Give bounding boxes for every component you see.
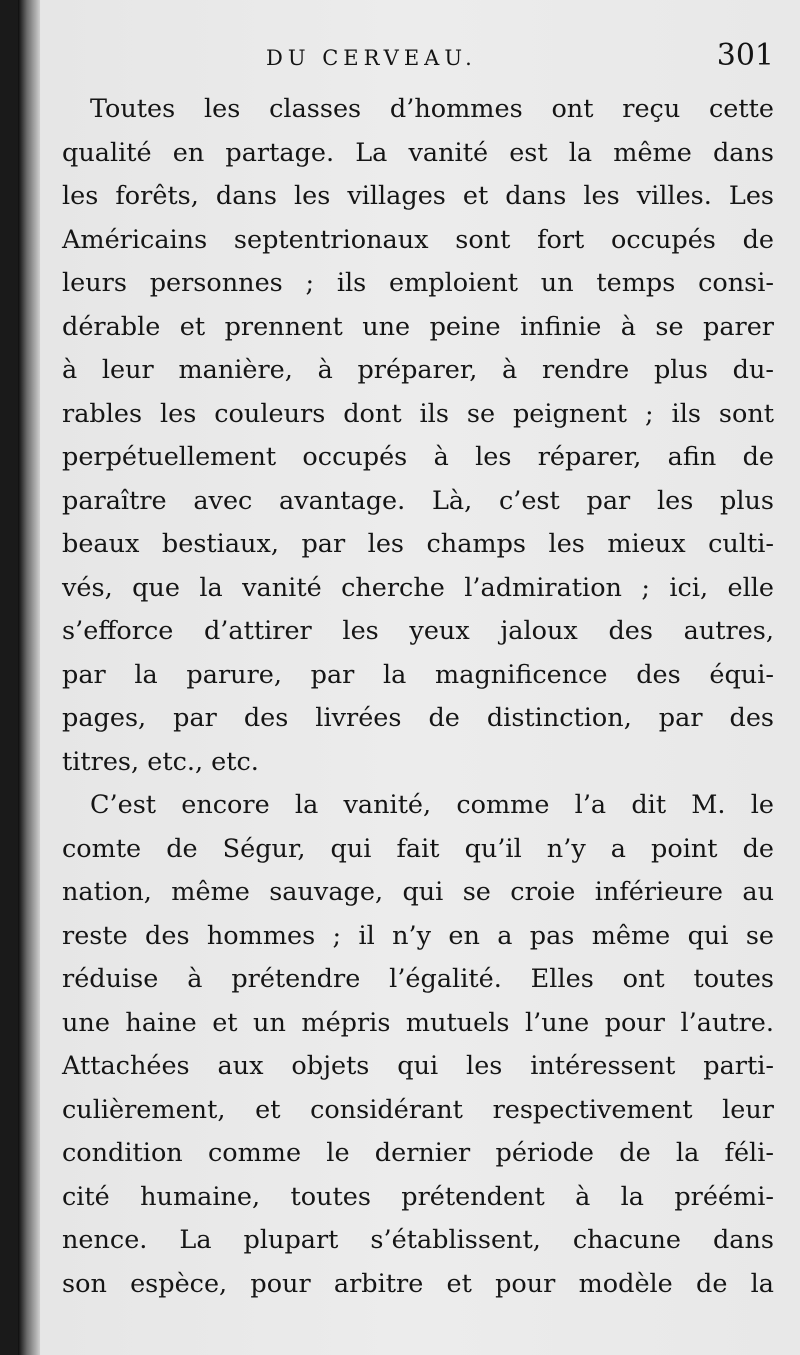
page-header bbox=[18, 38, 800, 88]
book-page bbox=[18, 0, 800, 1355]
text-line: culièrement, et considérant respectivement leur bbox=[62, 1094, 774, 1125]
text-line: C’est encore la vanité, comme l’a dit M. le bbox=[90, 790, 774, 820]
text-line: par la parure, par la magnificence des équi- bbox=[62, 659, 774, 690]
paragraph-1 bbox=[62, 88, 774, 784]
body-text bbox=[62, 88, 774, 1306]
text-line: à leur manière, à préparer, à rendre plus du- bbox=[62, 355, 774, 385]
text-line: Attachées aux objets qui les intéressent parti- bbox=[62, 1051, 774, 1081]
text-line: reste des hommes ; il n’y en a pas même qui se bbox=[62, 920, 774, 951]
text-line: rables les couleurs dont ils se peignent ; ils sont bbox=[62, 398, 774, 429]
text-line: son espèce, pour arbitre et pour modèle de la bbox=[62, 1268, 774, 1299]
text-line: cité humaine, toutes prétendent à la préémi- bbox=[62, 1181, 774, 1212]
text-line: leurs personnes ; ils emploient un temps consi- bbox=[62, 268, 774, 298]
text-line: réduise à prétendre l’égalité. Elles ont toutes bbox=[62, 964, 774, 994]
running-head: DU CERVEAU. bbox=[266, 46, 477, 70]
page-edge-shadow bbox=[18, 0, 40, 1355]
text-line: Toutes les classes d’hommes ont reçu cette bbox=[90, 94, 774, 124]
text-line: s’efforce d’attirer les yeux jaloux des autres, bbox=[62, 616, 774, 646]
text-line: pages, par des livrées de distinction, par des bbox=[62, 703, 774, 733]
text-line: les forêts, dans les villages et dans les villes. Les bbox=[62, 181, 774, 211]
text-line: dérable et prennent une peine infinie à se parer bbox=[62, 311, 774, 342]
text-line: vés, que la vanité cherche l’admiration ; ici, elle bbox=[62, 572, 774, 603]
page-number: 301 bbox=[716, 38, 774, 73]
paragraph-2 bbox=[62, 784, 774, 1306]
text-line: condition comme le dernier période de la féli- bbox=[62, 1138, 774, 1168]
text-line: paraître avec avantage. Là, c’est par les plus bbox=[62, 485, 774, 516]
text-line: une haine et un mépris mutuels l’une pour l’autre. bbox=[62, 1007, 774, 1038]
text-line: beaux bestiaux, par les champs les mieux culti- bbox=[62, 529, 774, 559]
text-line: nation, même sauvage, qui se croie inférieure au bbox=[62, 877, 774, 907]
text-line: perpétuellement occupés à les réparer, afin de bbox=[62, 442, 774, 472]
text-line: Américains septentrionaux sont fort occupés de bbox=[62, 224, 774, 255]
text-line: qualité en partage. La vanité est la même dans bbox=[62, 137, 774, 168]
text-line: titres, etc., etc. bbox=[62, 746, 259, 777]
text-line: nence. La plupart s’établissent, chacune dans bbox=[62, 1225, 774, 1255]
text-line: comte de Ségur, qui fait qu’il n’y a point de bbox=[62, 833, 774, 864]
